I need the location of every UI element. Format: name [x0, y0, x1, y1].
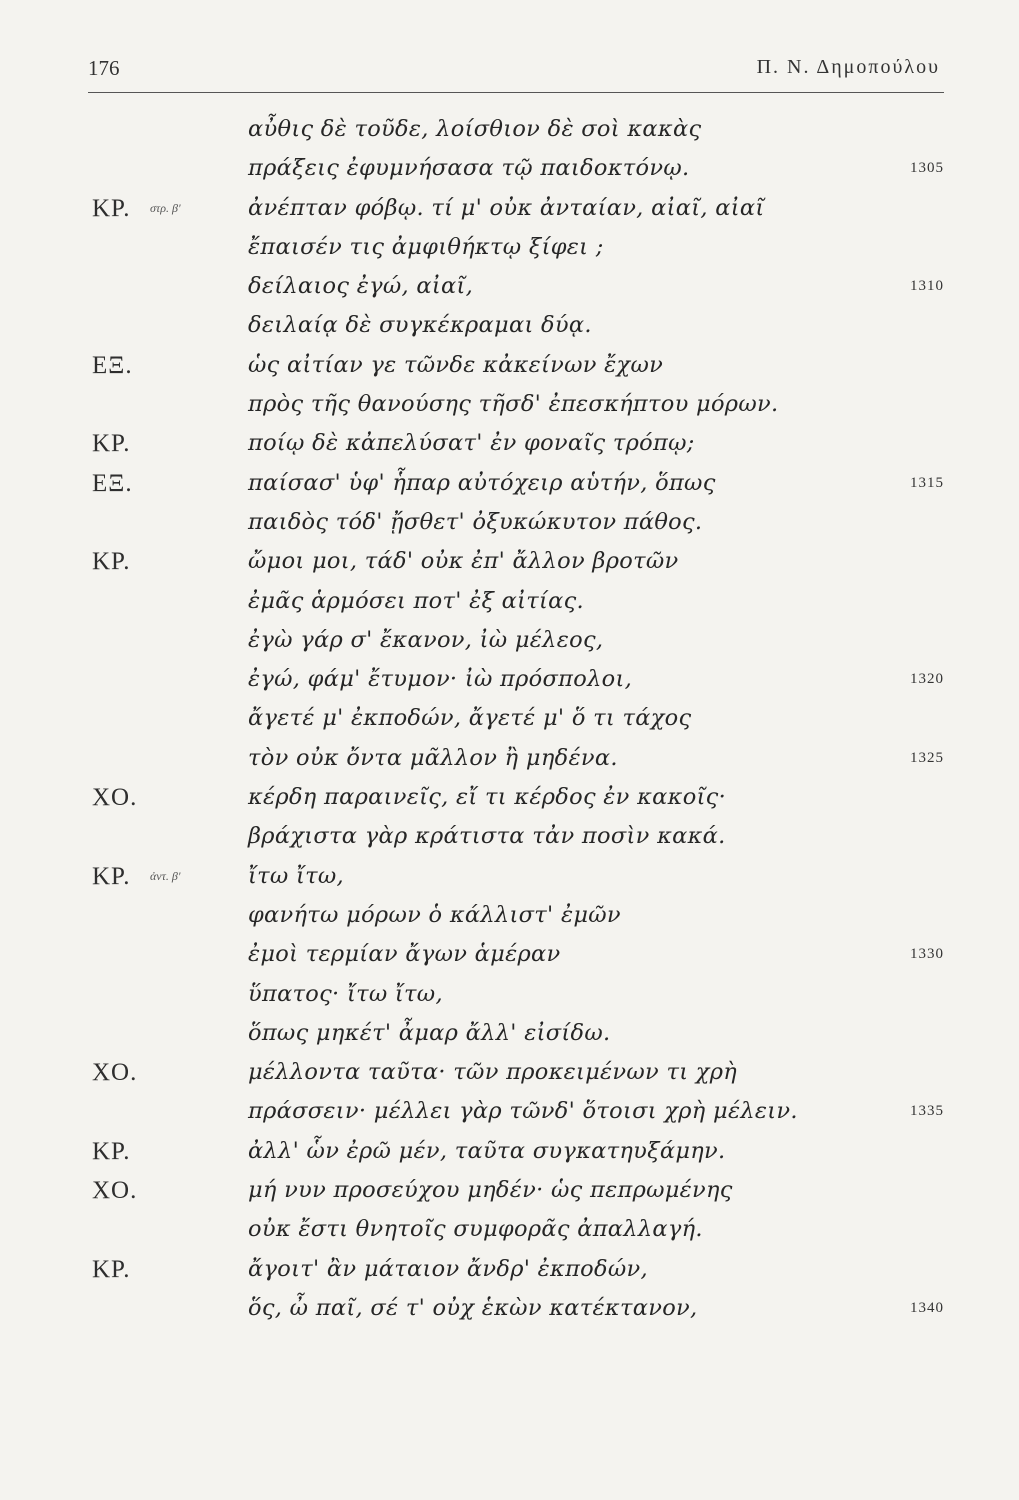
verse-line [0, 110, 1019, 149]
speaker-label: ΧΟ. [92, 1059, 138, 1087]
line-number: 1335 [910, 1103, 944, 1120]
line-number: 1340 [910, 1299, 944, 1316]
verse-text: ὡς αἰτίαν γε τῶνδε κἀκείνων ἔχων [248, 351, 664, 378]
verse-text: δείλαιος ἐγώ, αἰαῖ, [248, 273, 474, 300]
verse-line [0, 975, 1019, 1014]
verse-text: πράσσειν· μέλλει γὰρ τῶνδ' ὅτοισι χρὴ μέλειν. [248, 1098, 798, 1125]
verse-text: ἔπαισέν τις ἀμφιθήκτῳ ξίφει ; [248, 233, 604, 260]
verse-text: αὖθις δὲ τοῦδε, λοίσθιον δὲ σοὶ κακὰς [248, 116, 702, 142]
verse-line [0, 1289, 1019, 1328]
verse-text: παίσασ' ὑφ' ἧπαρ αὐτόχειρ αὑτήν, ὅπως [248, 469, 716, 496]
line-number: 1305 [910, 160, 944, 177]
metrical-marker: στρ. β' [150, 200, 181, 215]
verse-text: ἄγετέ μ' ἐκποδών, ἄγετέ μ' ὅ τι τάχος [248, 705, 692, 732]
verse-line [0, 267, 1019, 306]
verse-line [0, 424, 1019, 463]
line-number: 1315 [910, 474, 944, 491]
verse-line [0, 778, 1019, 817]
speaker-label: ΚΡ. [92, 1137, 131, 1165]
verse-text: ποίῳ δὲ κἀπελύσατ' ἐν φοναῖς τρόπῳ; [248, 430, 695, 457]
verse-text: μή νυν προσεύχου μηδέν· ὡς πεπρωμένης [248, 1177, 733, 1204]
speaker-label: ΚΡ. [92, 430, 131, 458]
speaker-label: ΧΟ. [92, 784, 138, 812]
verse-line [0, 935, 1019, 974]
verse-text: μέλλοντα ταῦτα· τῶν προκειμένων τι χρὴ [248, 1059, 738, 1086]
verse-text: ἐμοὶ τερμίαν ἄγων ἁμέραν [248, 941, 561, 968]
verse-line [0, 1053, 1019, 1092]
speaker-label: ΕΞ. [92, 351, 133, 379]
verse-text: ἴτω ἴτω, [248, 862, 344, 889]
verse-text: πράξεις ἐφυμνήσασα τῷ παιδοκτόνῳ. [248, 155, 690, 182]
verse-line [0, 699, 1019, 738]
verse-line [0, 306, 1019, 345]
verse-text: βράχιστα γὰρ κράτιστα τἀν ποσὶν κακά. [248, 823, 726, 850]
speaker-label: ΕΞ. [92, 469, 133, 497]
speaker-label: ΚΡ. [92, 194, 131, 222]
line-number: 1325 [910, 749, 944, 766]
verse-text: ὅς, ὦ παῖ, σέ τ' οὐχ ἑκὼν κατέκτανον, [248, 1294, 698, 1321]
verse-text: ἐγώ, φάμ' ἔτυμον· ἰὼ πρόσπολοι, [248, 666, 633, 693]
speaker-label: ΚΡ. [92, 548, 131, 576]
verse-text: πρὸς τῆς θανούσης τῆσδ' ἐπεσκήπτου μόρων. [248, 391, 779, 418]
verse-text: τὸν οὐκ ὄντα μᾶλλον ἢ μηδένα. [248, 744, 618, 771]
verse-text: ὕπατος· ἴτω ἴτω, [248, 980, 443, 1007]
verse-line [0, 857, 1019, 896]
verse-text: δειλαίᾳ δὲ συγκέκραμαι δύᾳ. [248, 312, 592, 339]
verse-text: φανήτω μόρων ὁ κάλλιστ' ἐμῶν [248, 901, 621, 928]
verse-line [0, 896, 1019, 935]
verse-line [0, 660, 1019, 699]
verse-line [0, 1210, 1019, 1249]
verse-line [0, 503, 1019, 542]
verse-line [0, 149, 1019, 188]
speaker-label: ΚΡ. [92, 862, 131, 890]
verse-line [0, 346, 1019, 385]
speaker-label: ΚΡ. [92, 1255, 131, 1283]
speaker-label: ΧΟ. [92, 1177, 138, 1205]
verse-text: ἄγοιτ' ἂν μάταιον ἄνδρ' ἐκποδών, [248, 1255, 648, 1282]
running-head: Π. Ν. Δημοπούλου [756, 56, 940, 78]
verse-line [0, 1132, 1019, 1171]
verse-line [0, 464, 1019, 503]
verse-line [0, 817, 1019, 856]
line-number: 1320 [910, 671, 944, 688]
page-header [88, 52, 944, 93]
verse-line [0, 621, 1019, 660]
verse-text: παιδὸς τόδ' ᾔσθετ' ὀξυκώκυτον πάθος. [248, 508, 703, 535]
verse-line [0, 1250, 1019, 1289]
verse-line [0, 228, 1019, 267]
verse-block [0, 110, 1019, 1328]
verse-line [0, 1092, 1019, 1131]
verse-text: ἐγὼ γάρ σ' ἔκανον, ἰὼ μέλεος, [248, 626, 604, 653]
verse-line [0, 542, 1019, 581]
verse-text: ὅπως μηκέτ' ἆμαρ ἄλλ' εἰσίδω. [248, 1019, 611, 1046]
verse-text: οὐκ ἔστι θνητοῖς συμφορᾶς ἀπαλλαγή. [248, 1216, 703, 1243]
verse-text: ὤμοι μοι, τάδ' οὐκ ἐπ' ἄλλον βροτῶν [248, 548, 679, 575]
verse-line [0, 582, 1019, 621]
line-number: 1310 [910, 278, 944, 295]
verse-line [0, 1171, 1019, 1210]
verse-line [0, 385, 1019, 424]
verse-text: ἀλλ' ὧν ἐρῶ μέν, ταῦτα συγκατηυξάμην. [248, 1137, 726, 1164]
verse-line [0, 739, 1019, 778]
metrical-marker: ἀντ. β' [150, 868, 181, 883]
line-number: 1330 [910, 946, 944, 963]
page-number: 176 [88, 56, 120, 80]
verse-line [0, 189, 1019, 228]
verse-text: ἐμᾶς ἁρμόσει ποτ' ἐξ αἰτίας. [248, 587, 585, 614]
verse-text: κέρδη παραινεῖς, εἴ τι κέρδος ἐν κακοῖς· [248, 784, 727, 811]
verse-line [0, 1014, 1019, 1053]
verse-text: ἀνέπταν φόβῳ. τί μ' οὐκ ἀνταίαν, αἰαῖ, αἰαῖ [248, 194, 765, 221]
